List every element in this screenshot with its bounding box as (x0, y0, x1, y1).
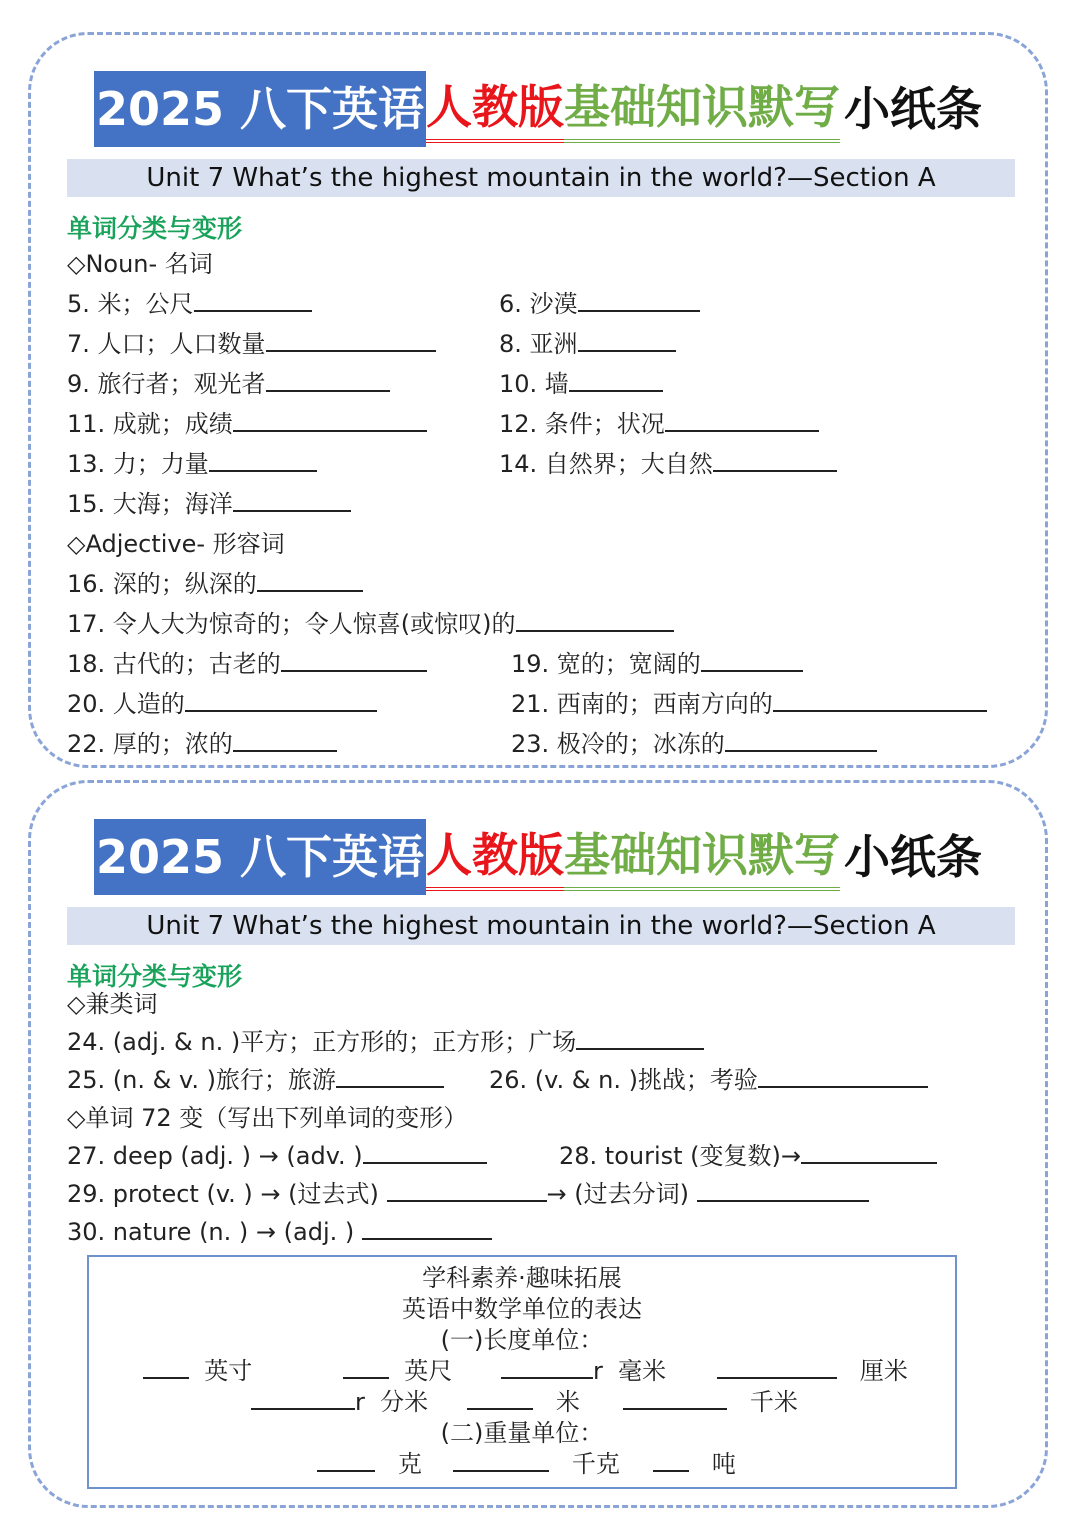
word-change-heading: ◇单词 72 变（写出下列单词的变形） (67, 1104, 468, 1132)
answer-blank[interactable] (801, 1142, 937, 1164)
answer-blank[interactable] (233, 730, 337, 752)
answer-blank[interactable] (578, 290, 700, 312)
question-17: 17. 令人大为惊奇的；令人惊喜(或惊叹)的 (67, 609, 674, 639)
answer-blank[interactable] (194, 290, 312, 312)
question-14: 14. 自然界；大自然 (499, 449, 837, 479)
answer-blank[interactable] (623, 1388, 727, 1410)
answer-blank[interactable] (697, 1180, 869, 1202)
unit-inch: 英寸 (143, 1356, 252, 1386)
question-23: 23. 极冷的；冰冻的 (511, 729, 877, 759)
unit-subtitle: Unit 7 What’s the highest mountain in the world?—Section A (67, 907, 1015, 945)
answer-blank[interactable] (233, 490, 351, 512)
answer-blank[interactable] (653, 1450, 689, 1472)
question-15: 15. 大海；海洋 (67, 489, 351, 519)
answer-blank[interactable] (266, 330, 436, 352)
unit-millimeter: r 毫米 (501, 1356, 666, 1386)
weight-units-heading: (二)重量单位： (440, 1419, 604, 1447)
question-16: 16. 深的；纵深的 (67, 569, 363, 599)
title-edition: 人教版 (426, 75, 564, 143)
answer-blank[interactable] (758, 1066, 928, 1088)
question-13: 13. 力；力量 (67, 449, 317, 479)
answer-blank[interactable] (453, 1450, 549, 1472)
answer-blank[interactable] (257, 570, 363, 592)
answer-blank[interactable] (665, 410, 819, 432)
question-7: 7. 人口；人口数量 (67, 329, 436, 359)
question-24: 24. (adj. & n. )平方；正方形的；正方形；广场 (67, 1027, 704, 1057)
question-6: 6. 沙漠 (499, 289, 700, 319)
answer-blank[interactable] (317, 1450, 375, 1472)
extension-box (87, 1255, 957, 1489)
title-year-grade: 2025 八下英语 (94, 71, 426, 147)
length-units-heading: (一)长度单位： (440, 1326, 604, 1354)
answer-blank[interactable] (336, 1066, 444, 1088)
question-9: 9. 旅行者；观光者 (67, 369, 390, 399)
worksheet-card-2 (28, 780, 1048, 1508)
unit-foot: 英尺 (343, 1356, 452, 1386)
answer-blank[interactable] (701, 650, 803, 672)
unit-kilogram: 千克 (453, 1449, 620, 1479)
title-year-grade: 2025 八下英语 (94, 819, 426, 895)
unit-ton: 吨 (653, 1449, 736, 1479)
answer-blank[interactable] (717, 1357, 837, 1379)
answer-blank[interactable] (725, 730, 877, 752)
question-5: 5. 米；公尺 (67, 289, 312, 319)
question-12: 12. 条件；状况 (499, 409, 819, 439)
question-30: 30. nature (n. ) → (adj. ) (67, 1217, 492, 1247)
question-25: 25. (n. & v. )旅行；旅游 (67, 1065, 444, 1095)
answer-blank[interactable] (467, 1388, 533, 1410)
adjective-heading: ◇Adjective- 形容词 (67, 530, 285, 558)
extension-title: 学科素养·趣味拓展 (422, 1264, 622, 1292)
worksheet-card-1 (28, 32, 1048, 768)
unit-kilometer: 千米 (623, 1387, 798, 1417)
answer-blank[interactable] (363, 1142, 487, 1164)
question-20: 20. 人造的 (67, 689, 377, 719)
unit-decimeter: r 分米 (251, 1387, 428, 1417)
question-21: 21. 西南的；西南方向的 (511, 689, 987, 719)
question-10: 10. 墙 (499, 369, 663, 399)
unit-gram: 克 (317, 1449, 422, 1479)
answer-blank[interactable] (576, 1028, 704, 1050)
question-19: 19. 宽的；宽阔的 (511, 649, 803, 679)
answer-blank[interactable] (343, 1357, 389, 1379)
unit-subtitle: Unit 7 What’s the highest mountain in the world?—Section A (67, 159, 1015, 197)
title-suffix: 小纸条 (844, 830, 983, 884)
question-26: 26. (v. & n. )挑战；考验 (489, 1065, 928, 1095)
noun-heading: ◇Noun- 名词 (67, 250, 213, 278)
answer-blank[interactable] (143, 1357, 189, 1379)
title-edition: 人教版 (426, 823, 564, 891)
title-topic: 基础知识默写 (564, 823, 840, 891)
question-27: 27. deep (adj. ) → (adv. ) (67, 1141, 487, 1171)
answer-blank[interactable] (773, 690, 987, 712)
section-label: 单词分类与变形 (67, 214, 243, 243)
question-22: 22. 厚的；浓的 (67, 729, 337, 759)
answer-blank[interactable] (516, 610, 674, 632)
answer-blank[interactable] (362, 1218, 492, 1240)
question-29: 29. protect (v. ) → (过去式) → (过去分词) (67, 1179, 869, 1209)
unit-centimeter: 厘米 (717, 1356, 908, 1386)
answer-blank[interactable] (713, 450, 837, 472)
answer-blank[interactable] (251, 1388, 355, 1410)
answer-blank[interactable] (233, 410, 427, 432)
answer-blank[interactable] (266, 370, 390, 392)
title-topic: 基础知识默写 (564, 75, 840, 143)
unit-meter: 米 (467, 1387, 580, 1417)
answer-blank[interactable] (501, 1357, 593, 1379)
extension-subtitle: 英语中数学单位的表达 (402, 1295, 642, 1323)
answer-blank[interactable] (281, 650, 427, 672)
multi-class-heading: ◇兼类词 (67, 990, 158, 1018)
main-title (31, 71, 1045, 147)
question-11: 11. 成就；成绩 (67, 409, 427, 439)
main-title (31, 819, 1045, 895)
question-8: 8. 亚洲 (499, 329, 676, 359)
answer-blank[interactable] (185, 690, 377, 712)
section-label: 单词分类与变形 (67, 962, 243, 991)
answer-blank[interactable] (569, 370, 663, 392)
answer-blank[interactable] (578, 330, 676, 352)
question-18: 18. 古代的；古老的 (67, 649, 427, 679)
title-suffix: 小纸条 (844, 82, 983, 136)
answer-blank[interactable] (387, 1180, 547, 1202)
question-28: 28. tourist (变复数)→ (559, 1141, 937, 1171)
answer-blank[interactable] (209, 450, 317, 472)
